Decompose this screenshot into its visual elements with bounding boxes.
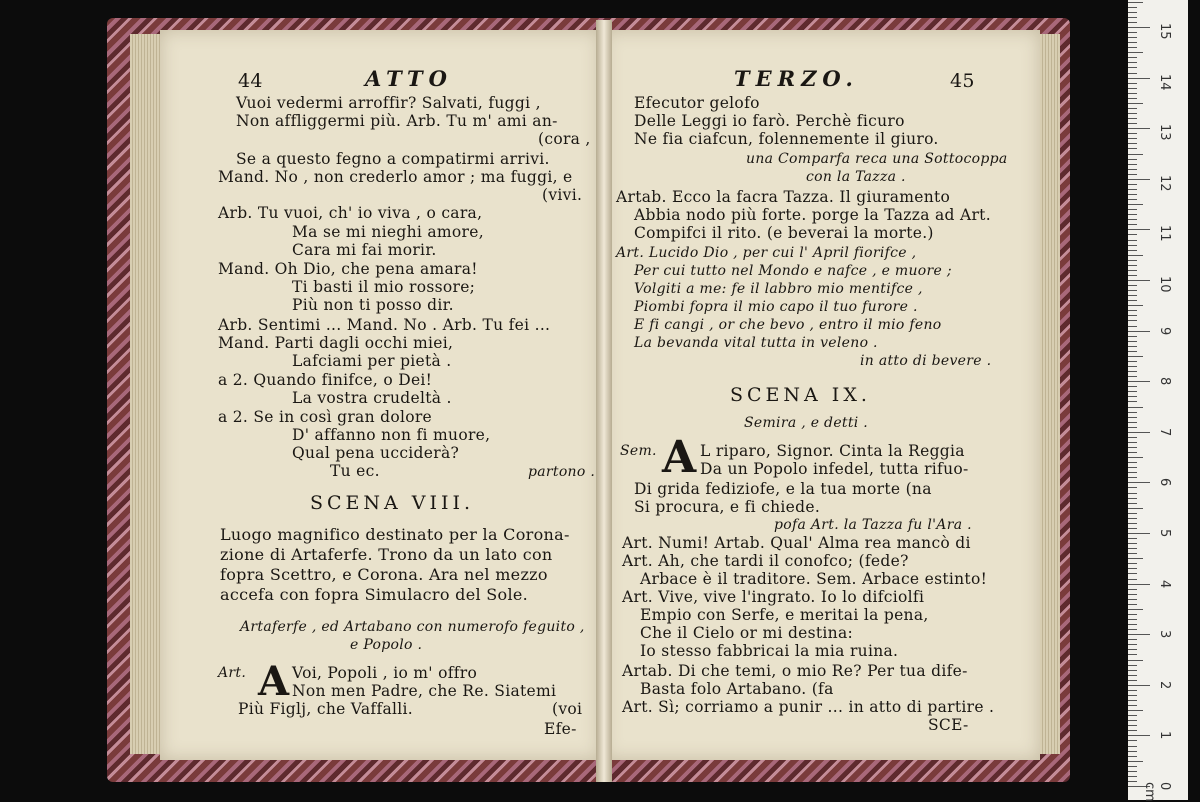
ruler-tick: [1128, 376, 1137, 377]
scene-description-line: accefa con fopra Simulacro del Sole.: [220, 585, 529, 604]
ruler-tick: [1128, 401, 1137, 402]
page-number: 45: [950, 70, 975, 92]
ruler-tick: [1128, 670, 1137, 671]
text-line: Ne fia ciafcun, folennemente il giuro.: [634, 130, 939, 148]
ruler-tick: [1128, 427, 1137, 428]
ruler-tick: [1128, 179, 1150, 180]
text-line: Delle Leggi io farò. Perchè ficuro: [634, 112, 905, 130]
ruler-tick: [1128, 78, 1150, 79]
stage-direction: pofa Art. la Tazza fu l'Ara .: [774, 517, 972, 533]
text-line: Artab. Di che temi, o mio Re? Per tua dife-: [622, 662, 968, 680]
ruler-tick: [1128, 315, 1137, 316]
ruler-tick: [1128, 771, 1137, 772]
ruler-tick: [1128, 386, 1137, 387]
ruler-tick: [1128, 255, 1143, 256]
text-line: Di grida fediziofe, e la tua morte (na: [634, 480, 932, 498]
ruler-tick: [1128, 300, 1137, 301]
ruler-tick: [1128, 503, 1137, 504]
ruler-tick: [1128, 7, 1137, 8]
ruler-tick: [1128, 720, 1137, 721]
ruler-tick: [1128, 381, 1150, 382]
text-line: Qual pena ucciderà?: [292, 444, 460, 462]
text-line: Si procura, e fi chiede.: [634, 498, 821, 516]
ruler-tick: [1128, 250, 1137, 251]
ruler-tick: [1128, 690, 1137, 691]
ruler-tick: [1128, 766, 1137, 767]
text-line: Piombi fopra il mio capo il tuo furore .: [634, 299, 918, 315]
text-line: Art. Lucido Dio , per cui l' April fiorifce ,: [616, 245, 917, 261]
text-line: Abbia nodo più forte. porge la Tazza ad Art.: [634, 206, 991, 224]
ruler-tick: [1128, 675, 1137, 676]
ruler-tick: [1128, 159, 1137, 160]
ruler-tick: [1128, 685, 1150, 686]
ruler-tick: [1128, 310, 1137, 311]
ruler-label: 3: [1157, 630, 1172, 639]
ruler-label: 12: [1157, 174, 1172, 192]
ruler-tick: [1128, 533, 1150, 534]
text-line: Art. Numi! Artab. Qual' Alma rea mancò di: [622, 534, 971, 552]
ruler-tick: [1128, 705, 1137, 706]
stage-direction: in atto di bevere .: [860, 353, 992, 369]
ruler-tick: [1128, 604, 1137, 605]
ruler-tick: [1128, 154, 1143, 155]
ruler-tick: [1128, 62, 1137, 63]
ruler-tick: [1128, 558, 1143, 559]
ruler-tick: [1128, 609, 1143, 610]
text-line: Mand. Parti dagli occhi miei,: [218, 334, 454, 352]
ruler-tick: [1128, 280, 1150, 281]
ruler-tick: [1128, 568, 1137, 569]
page-edges-right: [1040, 34, 1060, 754]
ruler-tick: [1128, 326, 1137, 327]
ruler-tick: [1128, 290, 1137, 291]
ruler-tick: [1128, 523, 1137, 524]
ruler-tick: [1128, 407, 1143, 408]
text-line: E fi cangi , or che bevo , entro il mio feno: [634, 317, 942, 333]
text-line: Compifci il rito. (e beverai la morte.): [634, 224, 934, 242]
text-line: Lafciami per pietà .: [292, 352, 452, 370]
stage-direction: partono .: [528, 464, 596, 480]
ruler-tick: [1128, 275, 1137, 276]
ruler-tick: [1128, 295, 1137, 296]
ruler-tick: [1128, 27, 1150, 28]
ruler-tick: [1128, 336, 1137, 337]
ruler-tick: [1128, 260, 1137, 261]
text-line: Empio con Serfe, e meritai la pena,: [640, 606, 929, 624]
ruler-label: 2: [1157, 680, 1172, 690]
ruler-label: 15: [1157, 23, 1172, 40]
ruler-tick: [1128, 730, 1137, 731]
ruler-tick: [1128, 2, 1143, 3]
ruler-tick: [1128, 285, 1137, 286]
ruler-label: 9: [1157, 326, 1172, 335]
ruler-tick: [1128, 599, 1137, 600]
ruler-tick: [1128, 346, 1137, 347]
text-line: Più non ti posso dir.: [292, 296, 454, 314]
ruler-tick: [1128, 629, 1137, 630]
text-line: Ti basti il mio rossore;: [292, 278, 476, 296]
ruler-tick: [1128, 224, 1137, 225]
ruler-tick: [1128, 118, 1137, 119]
ruler-tick: [1128, 83, 1137, 84]
text-line: Mand. No , non crederlo amor ; ma fuggi, e: [218, 168, 573, 186]
ruler-tick: [1128, 57, 1137, 58]
ruler-label: 4: [1157, 579, 1172, 588]
text-line: Arb. Tu vuoi, ch' io viva , o cara,: [218, 204, 483, 222]
ruler-tick: [1128, 366, 1137, 367]
ruler-tick: [1128, 477, 1137, 478]
ruler-tick: [1128, 584, 1150, 585]
ruler-tick: [1128, 42, 1137, 43]
ruler-tick: [1128, 437, 1137, 438]
ruler-tick: [1128, 513, 1137, 514]
ruler-label: 7: [1157, 427, 1172, 437]
ruler-tick: [1128, 563, 1137, 564]
ruler-tick: [1128, 462, 1137, 463]
ruler-tick: [1128, 361, 1137, 362]
text-line: Da un Popolo infedel, tutta rifuo-: [700, 460, 969, 478]
text-line: Efecutor gelofo: [634, 94, 760, 112]
ruler-label: 1: [1157, 731, 1172, 740]
text-line: Mand. Oh Dio, che pena amara!: [218, 260, 478, 278]
ruler-tick: [1128, 761, 1143, 762]
text-line: Tu ec.: [330, 462, 380, 480]
ruler-tick: [1128, 270, 1137, 271]
ruler-tick: [1128, 619, 1137, 620]
ruler-tick: [1128, 680, 1137, 681]
ruler-tick: [1128, 710, 1143, 711]
text-line: Basta folo Artabano. (fa: [640, 680, 834, 698]
ruler-tick: [1128, 624, 1137, 625]
ruler-tick: [1128, 320, 1137, 321]
ruler-tick: [1128, 98, 1137, 99]
text-line: Arb. Sentimi ... Mand. No . Arb. Tu fei ...: [218, 316, 551, 334]
ruler-tick: [1128, 214, 1137, 215]
ruler-tick: [1128, 639, 1137, 640]
text-line: Art. Ah, che tardi il conofco; (fede?: [622, 552, 909, 570]
ruler-tick: [1128, 447, 1137, 448]
text-line: La vostra crudeltà .: [292, 389, 452, 407]
ruler-tick: [1128, 553, 1137, 554]
ruler-tick: [1128, 422, 1137, 423]
ruler-label: 14: [1157, 73, 1172, 91]
ruler-tick: [1128, 442, 1137, 443]
ruler-tick: [1128, 128, 1150, 129]
text-line: Che il Cielo or mi destina:: [640, 624, 854, 642]
ruler-tick: [1128, 543, 1137, 544]
ruler-tick: [1128, 634, 1150, 635]
text-line: La bevanda vital tutta in veleno .: [634, 335, 878, 351]
text-line: Non affliggermi più. Arb. Tu m' ami an-: [236, 112, 558, 130]
ruler-tick: [1128, 396, 1137, 397]
ruler-tick: [1128, 240, 1137, 241]
ruler-tick: [1128, 654, 1137, 655]
page-edges-left: [130, 34, 160, 754]
ruler-tick: [1128, 138, 1137, 139]
ruler-tick: [1128, 148, 1137, 149]
ruler-label: 10: [1157, 276, 1172, 293]
ruler-tick: [1128, 589, 1137, 590]
ruler-tick: [1128, 174, 1137, 175]
ruler-tick: [1128, 169, 1137, 170]
text-line: Arbace è il traditore. Sem. Arbace estinto!: [640, 570, 988, 588]
ruler-tick: [1128, 184, 1137, 185]
text-line: (cora ,: [538, 130, 591, 148]
persons-line: Semira , e detti .: [744, 415, 869, 431]
ruler-tick: [1128, 457, 1143, 458]
ruler-tick: [1128, 371, 1137, 372]
ruler-label: 6: [1157, 478, 1172, 487]
ruler-tick: [1128, 432, 1150, 433]
ruler-tick: [1128, 614, 1137, 615]
ruler-tick: [1128, 538, 1137, 539]
stage-direction: una Comparfa reca una Sottocoppa: [746, 151, 1008, 167]
ruler-tick: [1128, 143, 1137, 144]
ruler-tick: [1128, 204, 1143, 205]
ruler-tick: [1128, 199, 1137, 200]
ruler-tick: [1128, 594, 1137, 595]
ruler-tick: [1128, 644, 1137, 645]
text-line: a 2. Quando finifce, o Dei!: [218, 371, 433, 389]
ruler-tick: [1128, 229, 1150, 230]
ruler-tick: [1128, 472, 1137, 473]
ruler-tick: [1128, 47, 1137, 48]
book-gutter: [596, 20, 612, 782]
ruler-tick: [1128, 508, 1143, 509]
ruler-tick: [1128, 452, 1137, 453]
ruler-tick: [1128, 740, 1137, 741]
ruler-tick: [1128, 518, 1137, 519]
ruler-label: 5: [1157, 529, 1172, 538]
ruler-label: 13: [1157, 124, 1172, 141]
ruler-tick: [1128, 219, 1137, 220]
ruler-tick: [1128, 498, 1137, 499]
ruler-tick: [1128, 123, 1137, 124]
ruler-tick: [1128, 700, 1137, 701]
ruler-tick: [1128, 32, 1137, 33]
ruler-tick: [1128, 194, 1137, 195]
ruler-tick: [1128, 305, 1143, 306]
catchword: Efe-: [544, 720, 577, 738]
text-line: Più Figlj, che Vaffalli.: [238, 700, 414, 718]
ruler-tick: [1128, 665, 1137, 666]
ruler-tick: [1128, 133, 1137, 134]
ruler-tick: [1128, 735, 1150, 736]
ruler-tick: [1128, 52, 1143, 53]
running-header: TERZO.: [734, 66, 859, 91]
text-line: Ma se mi nieghi amore,: [292, 223, 484, 241]
ruler-tick: [1128, 781, 1137, 782]
ruler-tick: [1128, 660, 1143, 661]
ruler-tick: [1128, 649, 1137, 650]
ruler-tick: [1128, 12, 1137, 13]
persons-line: e Popolo .: [350, 637, 423, 653]
persons-line: Artaferfe , ed Artabano con numerofo feguito ,: [240, 619, 585, 635]
ruler-tick: [1128, 746, 1137, 747]
ruler-tick: [1128, 351, 1137, 352]
ruler-tick: [1128, 391, 1137, 392]
ruler-tick: [1128, 751, 1137, 752]
ruler-tick: [1128, 487, 1137, 488]
speaker-label: Sem.: [620, 443, 657, 459]
stage-direction: con la Tazza .: [806, 169, 906, 185]
text-line: Per cui tutto nel Mondo e nafce , e muore ;: [634, 263, 952, 279]
ruler-tick: [1128, 695, 1137, 696]
running-header: ATTO: [365, 66, 453, 91]
scene-description-line: fopra Scettro, e Corona. Ara nel mezzo: [220, 565, 548, 584]
ruler-tick: [1128, 776, 1137, 777]
ruler-tick: [1128, 417, 1137, 418]
ruler-tick: [1128, 356, 1143, 357]
ruler-tick: [1128, 209, 1137, 210]
ruler-tick: [1128, 331, 1150, 332]
ruler-tick: [1128, 341, 1137, 342]
text-line: Art. Sì; corriamo a punir ... in atto di partire .: [622, 698, 995, 716]
scene-title: SCENA VIII.: [310, 492, 475, 514]
drop-cap: A: [662, 432, 697, 483]
ruler-tick: [1128, 493, 1137, 494]
ruler-tick: [1128, 164, 1137, 165]
speaker-label: Art.: [218, 665, 247, 681]
text-line: Se a questo fegno a compatirmi arrivi.: [236, 150, 550, 168]
ruler-tick: [1128, 756, 1137, 757]
ruler-tick: [1128, 467, 1137, 468]
text-line: Non men Padre, che Re. Siatemi: [292, 682, 557, 700]
text-line: Voi, Popoli , io m' offro: [292, 664, 478, 682]
ruler-tick: [1128, 579, 1137, 580]
ruler-tick: [1128, 234, 1137, 235]
ruler-label: 11: [1157, 225, 1172, 242]
text-line: Cara mi fai morir.: [292, 241, 437, 259]
right-page: [604, 30, 1040, 760]
text-line: Art. Vive, vive l'ingrato. Io lo difciolfi: [622, 588, 925, 606]
ruler-tick: [1128, 245, 1137, 246]
ruler-tick: [1128, 67, 1137, 68]
ruler-tick: [1128, 548, 1137, 549]
ruler-tick: [1128, 412, 1137, 413]
ruler-tick: [1128, 93, 1137, 94]
left-page: [160, 30, 600, 760]
text-line: Volgiti a me: fe il labbro mio mentifce ,: [634, 281, 923, 297]
ruler-tick: [1128, 528, 1137, 529]
ruler-tick: [1128, 482, 1150, 483]
ruler-tick: [1128, 265, 1137, 266]
ruler-tick: [1128, 573, 1137, 574]
scene-description-line: Luogo magnifico destinato per la Corona-: [220, 525, 570, 544]
text-line: a 2. Se in così gran dolore: [218, 408, 433, 426]
text-line: Io stesso fabbricai la mia ruina.: [640, 642, 899, 660]
ruler-tick: [1128, 189, 1137, 190]
ruler-label: 0 cm: [1142, 782, 1172, 802]
catchword: SCE-: [928, 716, 969, 734]
scene-description-line: zione di Artaferfe. Trono da un lato con: [220, 545, 553, 564]
text-line: Artab. Ecco la facra Tazza. Il giuramento: [616, 188, 951, 206]
ruler-tick: [1128, 88, 1137, 89]
ruler-label: 8: [1157, 377, 1172, 386]
ruler-tick: [1128, 22, 1137, 23]
ruler-tick: [1128, 73, 1137, 74]
text-line: D' affanno non fi muore,: [292, 426, 491, 444]
ruler-tick: [1128, 725, 1137, 726]
text-line: (vivi.: [542, 186, 583, 204]
scene-title: SCENA IX.: [730, 384, 871, 406]
ruler-tick: [1128, 113, 1137, 114]
ruler-tick: [1128, 715, 1137, 716]
drop-cap: A: [258, 658, 290, 705]
ruler-tick: [1128, 17, 1137, 18]
text-line: (voi: [552, 700, 583, 718]
ruler-tick: [1128, 103, 1143, 104]
ruler-tick: [1128, 37, 1137, 38]
ruler-tick: [1128, 108, 1137, 109]
scale-ruler: [1128, 0, 1188, 800]
page-number: 44: [238, 70, 263, 92]
text-line: L riparo, Signor. Cinta la Reggia: [700, 442, 965, 460]
text-line: Vuoi vedermi arroffir? Salvati, fuggi ,: [236, 94, 541, 112]
